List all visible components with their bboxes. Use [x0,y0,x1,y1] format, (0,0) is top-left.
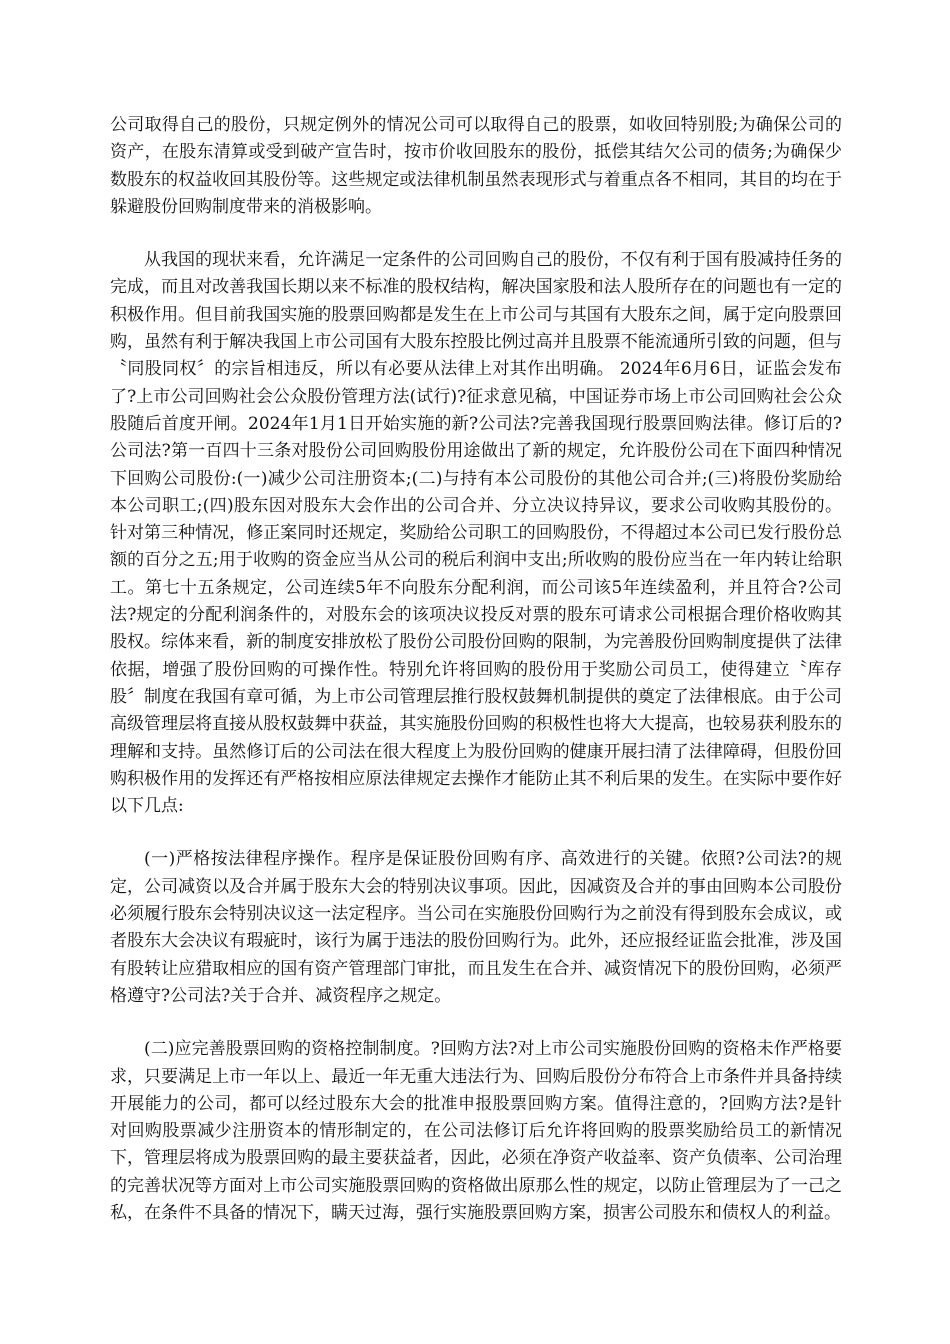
document-page [110,112,842,1227]
paragraph-domestic-situation: 从我国的现状来看，允许满足一定条件的公司回购自己的股份，不仅有利于国有股减持任务的完成，而且对改善我国长期以来不标准的股权结构，解决国家股和法人股所存在的问题也有一定的积极作用。但目前我国实施的股票回购都是发生在上市公司与其国有大股东之间，属于定向股票回购，虽然有利于解决我国上市公司国有大股东控股比例过高并且股票不能流通所引致的问题，但与〝同股同权〞的宗旨相违反，所以有必要从法律上对其作出明确。 2024年6月6日，证监会发布了?上市公司回购社会公众股份管理方法(试行)?征求意见稿，中国证券市场上市公司回购社会公众股随后首度开闸。2024年1月1日开始实施的新?公司法?完善我国现行股票回购法律。修订后的?公司法?第一百四十三条对股份公司回购股份用途做出了新的规定，允许股份公司在下面四种情况下回购公司股份:(一)减少公司注册资本;(二)与持有本公司股份的其他公司合并;(三)将股份奖励给本公司职工;(四)股东因对股东大会作出的公司合并、分立决议持异议，要求公司收购其股份的。针对第三种情况，修正案同时还规定，奖励给公司职工的回购股份，不得超过本公司已发行股份总额的百分之五;用于收购的资金应当从公司的税后利润中支出;所收购的股份应当在一年内转让给职工。第七十五条规定，公司连续5年不向股东分配利润，而公司该5年连续盈利，并且符合?公司法?规定的分配利润条件的，对股东会的该项决议投反对票的股东可请求公司根据合理价格收购其股权。综体来看，新的制度安排放松了股份公司股份回购的限制，为完善股份回购制度提供了法律依据，增强了股份回购的可操作性。特别允许将回购的股份用于奖励公司员工，使得建立〝库存股〞制度在我国有章可循，为上市公司管理层推行股权鼓舞机制提供的奠定了法律根底。由于公司高级管理层将直接从股权鼓舞中获益，其实施股份回购的积极性也将大大提高，也较易获利股东的理解和支持。虽然修订后的公司法在很大程度上为股份回购的健康开展扫清了法律障碍，但股份回购积极作用的发挥还有严格按相应原法律规定去操作才能防止其不利后果的发生。在实际中要作好以下几点: [110,250,842,817]
paragraph-point-one: (一)严格按法律程序操作。程序是保证股份回购有序、高效进行的关键。依照?公司法?的规定，公司减资以及合并属于股东大会的特别决议事项。因此，因减资及合并的事由回购本公司股份必须履行股东会特别决议这一法定程序。当公司在实施股份回购行为之前没有得到股东会成议，或者股东大会决议有瑕疵时，该行为属于违法的股份回购行为。此外，还应报经证监会批准，涉及国有股转让应猎取相应的国有资产管理部门审批，而且发生在合并、减资情况下的股份回购，必须严格遵守?公司法?关于合并、减资程序之规定。 [110,849,842,1006]
paragraph-continuation: 公司取得自己的股份，只规定例外的情况公司可以取得自己的股票，如收回特别股;为确保公司的资产，在股东清算或受到破产宣告时，按市价收回股东的股份，抵偿其结欠公司的债务;为确保少数股东的权益收回其股份等。这些规定或法律机制虽然表现形式与着重点各不相同，其目的均在于躲避股份回购制度带来的消极影响。 [110,115,842,217]
paragraph-point-two: (二)应完善股票回购的资格控制制度。?回购方法?对上市公司实施股份回购的资格未作严格要求，只要满足上市一年以上、最近一年无重大违法行为、回购后股份分布符合上市条件并具备持续开展能力的公司，都可以经过股东大会的批准申报股票回购方案。值得注意的，?回购方法?是针对回购股票减少注册资本的情形制定的，在公司法修订后允许将回购的股票奖励给员工的新情况下，管理层将成为股票回购的最主要获益者，因此，必须在净资产收益率、资产负债率、公司治理的完善状况等方面对上市公司实施股票回购的资格做出原那么性的规定，以防止管理层为了一己之私，在条件不具备的情况下，瞒天过海，强行实施股票回购方案，损害公司股东和债权人的利益。 [110,1039,842,1223]
